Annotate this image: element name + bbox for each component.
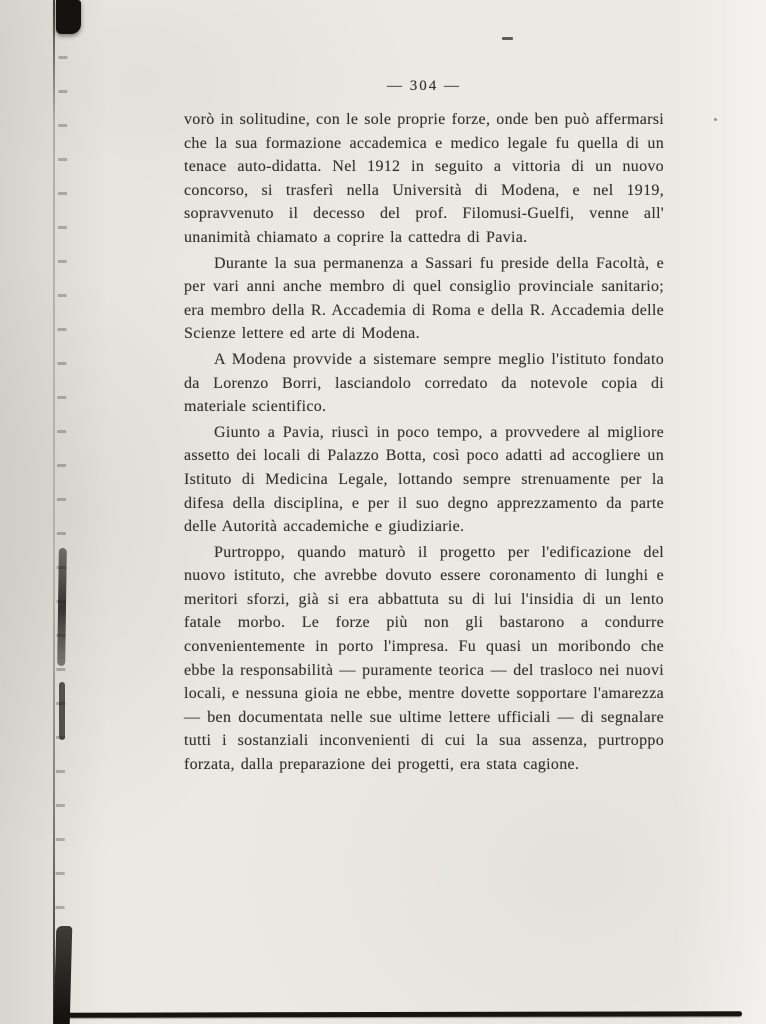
scan-speck-top <box>502 37 513 40</box>
paragraph: A Modena provvide a sistemare sempre meglio l'istituto fondato da Lorenzo Borri, lasciandolo corredato da notevole copia di materiale scientifico. <box>184 350 664 416</box>
scan-blot-top-left <box>56 0 81 34</box>
scan-line-bottom-edge <box>58 1011 742 1017</box>
paragraph: Giunto a Pavia, riuscì in poco tempo, a provvedere al migliore assetto dei locali di Palazzo Botta, così poco adatti ad accogliere un Istituto di Medicina Legale, lottando sempre strenuamente per la difesa della disciplina, e per il suo degno apprezzamento da parte delle Autorità accademiche e giudiziarie. <box>184 423 664 536</box>
scan-streak-middle-left <box>57 548 67 666</box>
page-number: — 304 — <box>387 78 461 94</box>
binding-stitch-marks <box>55 40 67 920</box>
scan-edge-line <box>53 0 55 1024</box>
scan-speck-right <box>714 118 717 121</box>
page-text-block <box>184 108 664 779</box>
scan-blot-bottom-left <box>54 926 73 1024</box>
paragraph-continuation: vorò in solitudine, con le sole proprie forze, onde ben può affermarsi che la sua formazione accademica e medico legale fu quella di un tenace auto-didatta. Nel 1912 in seguito a vittoria di un nuovo concorso, si trasferì nella Università di Modena, e nel 1919, sopravvenuto il decesso del prof. Filomusi-Guelfi, venne all' unanimità chiamato a coprire la cattedra di Pavia. <box>184 111 664 246</box>
scan-streak-lower-left <box>59 682 65 740</box>
paragraph: Durante la sua permanenza a Sassari fu preside della Facoltà, e per vari anni anche membro di quel consiglio provinciale sanitario; era membro della R. Accademia di Roma e della R. Accademia delle Scienze lettere ed arte di Modena. <box>184 254 664 343</box>
paragraph: Purtroppo, quando maturò il progetto per l'edificazione del nuovo istituto, che avrebbe dovuto essere coronamento di lunghi e meritori sforzi, già si era abbattuta su di lui l'insidia di un lento fatale morbo. Le forze più non gli bastarono a condurre convenientemente in porto l'impresa. Fu quasi un moribondo che ebbe la responsabilità — puramente teorica — del trasloco nei nuovi locali, e nessuna gioia ne ebbe, mentre dovette sopportare l'amarezza — ben documentata nelle sue ultime lettere ufficiali — di segnalare tutti i sostanziali inconvenienti di cui la sua assenza, purtroppo forzata, dalla preparazione dei progetti, era stata cagione. <box>184 543 664 774</box>
